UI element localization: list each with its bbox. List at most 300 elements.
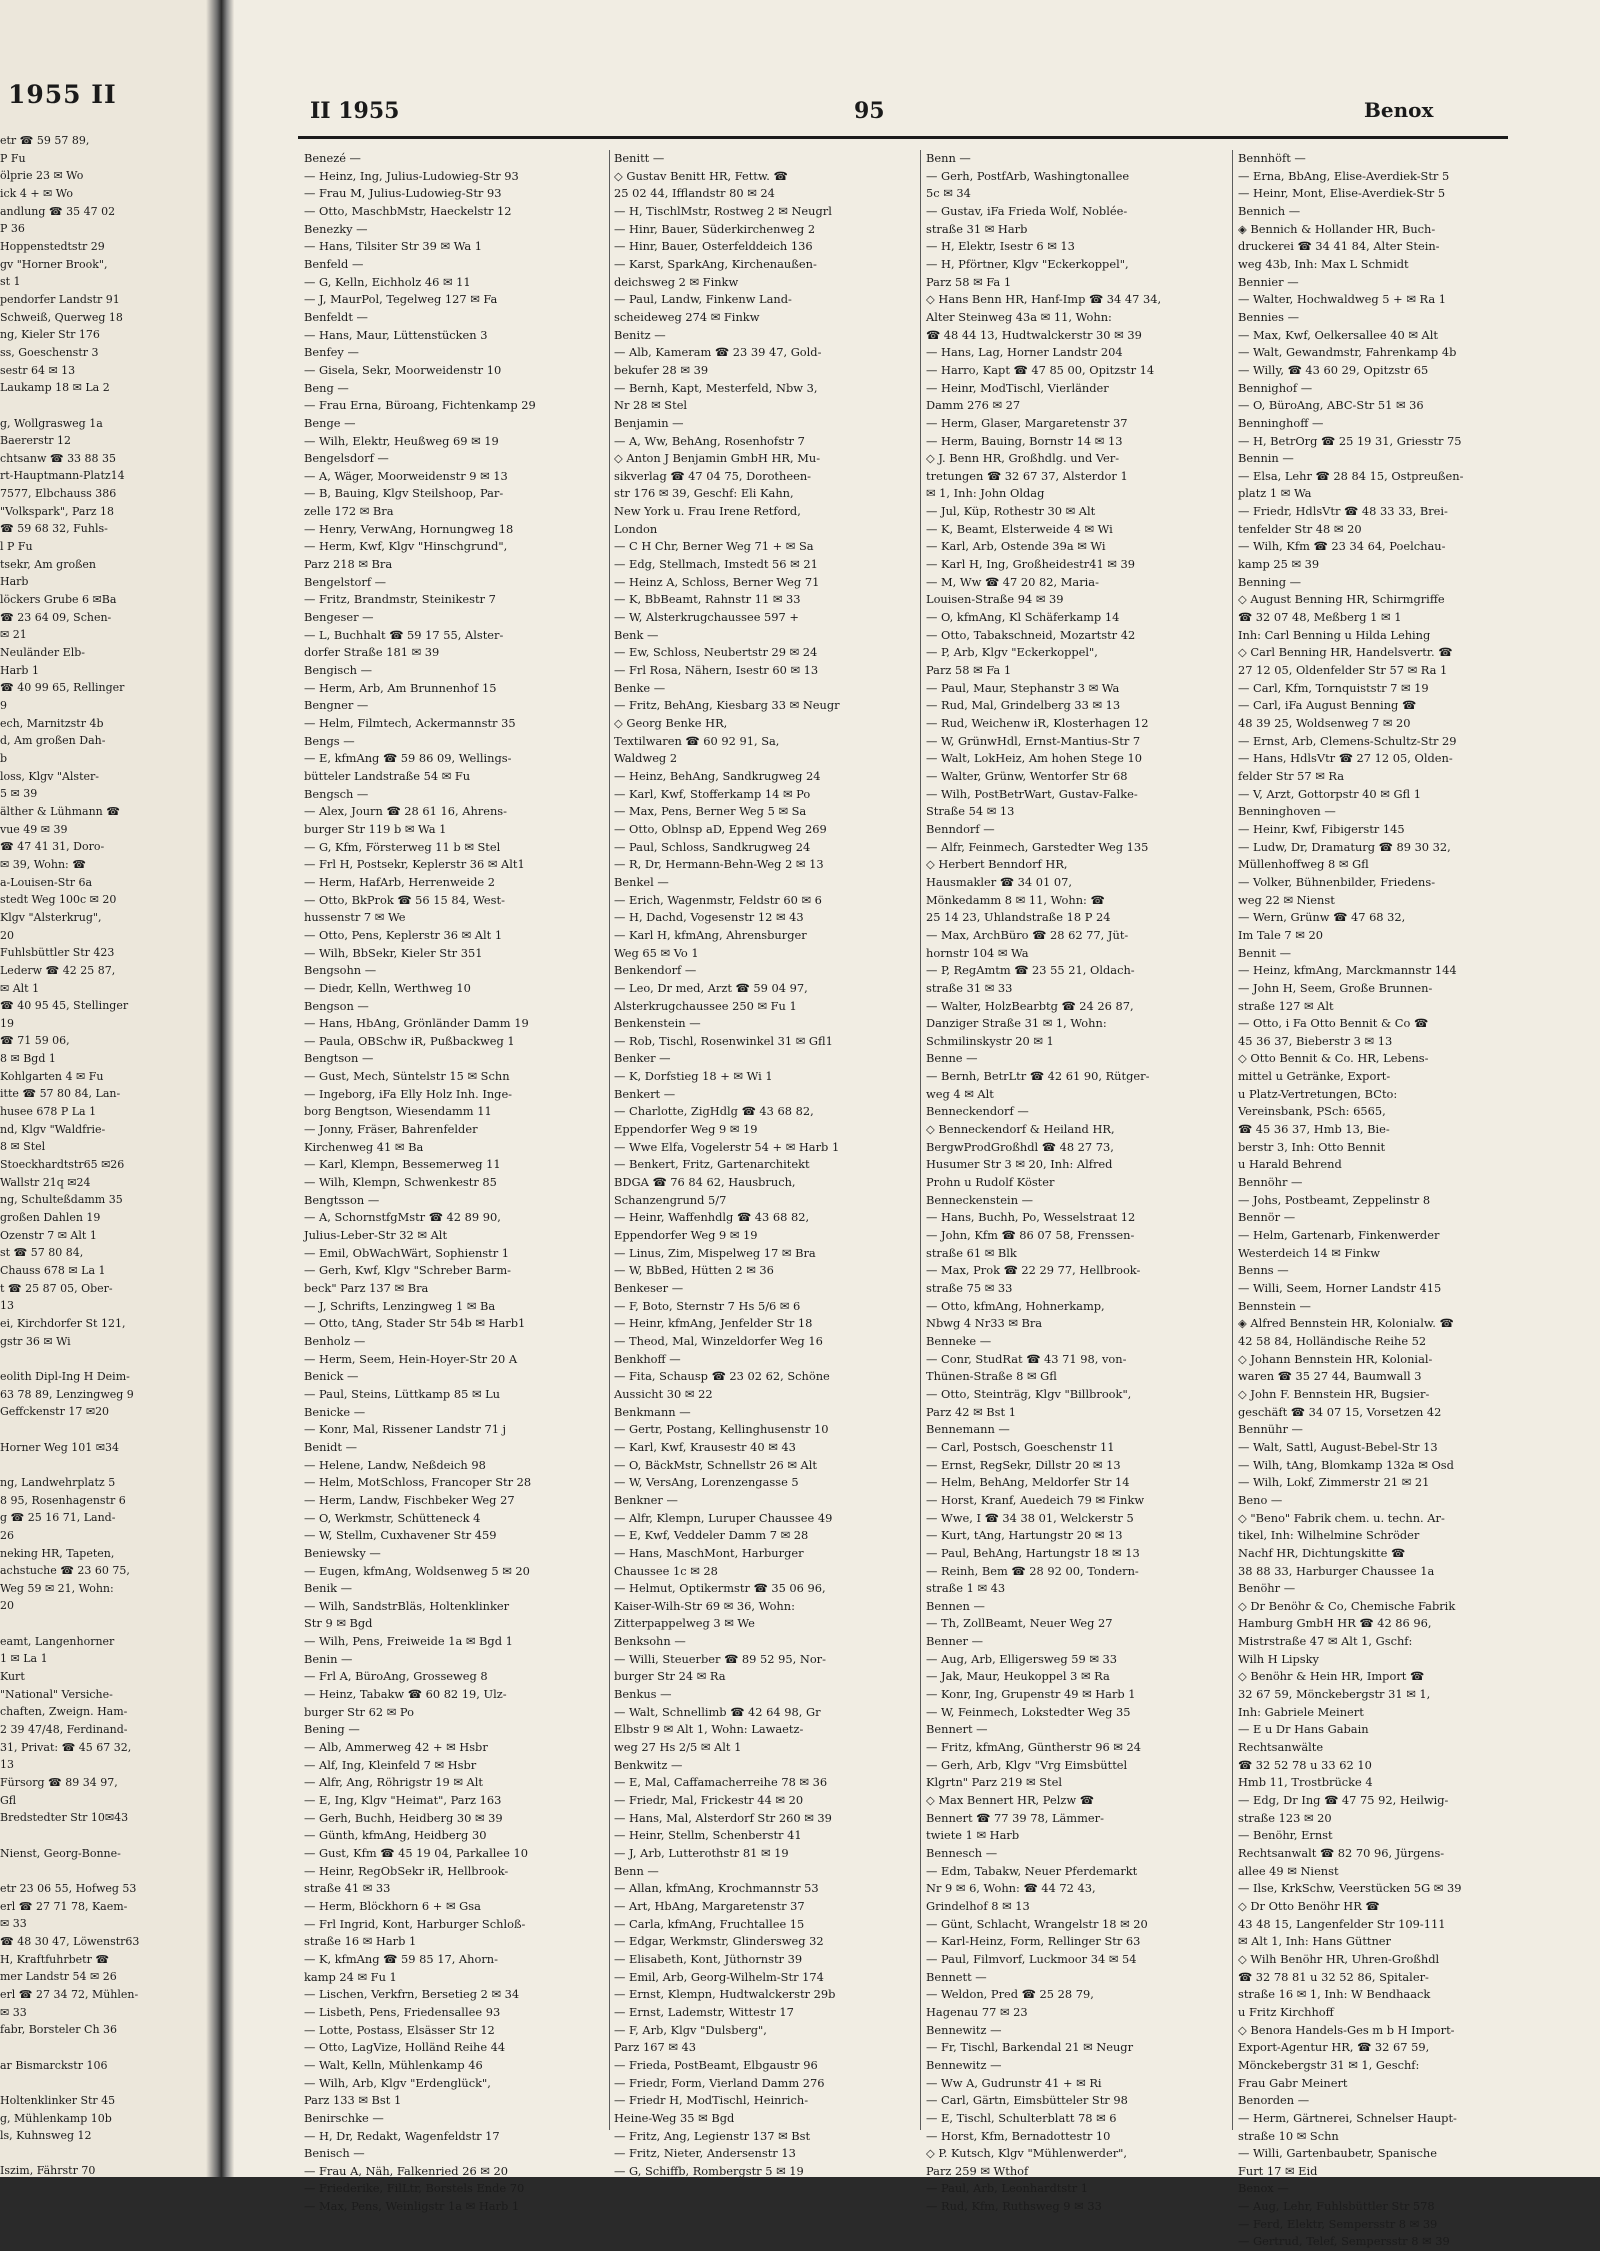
directory-column-3 [926, 150, 1226, 2216]
directory-entry-line: 42 58 84, Holländische Reihe 52 [1238, 1333, 1427, 1348]
directory-entry-line: Fuhlsbüttler Str 423 [0, 946, 115, 960]
directory-entry-line: — Wilh, Klempn, Schwenkestr 85 [304, 1175, 497, 1190]
directory-entry-line: — Kurt, tAng, Hartungstr 20 ✉ 13 [926, 1528, 1123, 1543]
directory-entry-line: — M, Ww ☎ 47 20 82, Maria- [926, 574, 1099, 589]
directory-entry-line: Benn — [926, 151, 971, 165]
directory-entry-line: 13 [0, 1758, 14, 1772]
directory-entry-line: Horner Weg 101 ✉34 [0, 1440, 119, 1454]
directory-entry-line: — Herm, Seem, Hein-Hoyer-Str 20 A [304, 1351, 518, 1366]
directory-entry-line: — Volker, Bühnenbilder, Friedens- [1238, 874, 1436, 889]
directory-entry-line: ◇ Herbert Benndorf HR, [926, 857, 1068, 872]
directory-entry-line: — Hans, Buchh, Po, Wesselstraat 12 [926, 1210, 1136, 1225]
directory-entry-line: bütteler Landstraße 54 ✉ Fu [304, 768, 471, 783]
directory-entry-line: — Th, ZollBeamt, Neuer Weg 27 [926, 1616, 1113, 1631]
directory-entry-line: — Hans, HbAng, Grönländer Damm 19 [304, 1016, 529, 1031]
directory-entry-line: — O, Werkmstr, Schütteneck 4 [304, 1510, 481, 1525]
directory-entry-line: ◇ Carl Benning HR, Handelsvertr. ☎ [1238, 645, 1453, 660]
directory-entry-line: — Hans, HdlsVtr ☎ 27 12 05, Olden- [1238, 751, 1453, 766]
directory-entry-line: — Wilh, SandstrBläs, Holtenklinker [304, 1598, 510, 1613]
directory-entry-line: Textilwaren ☎ 60 92 91, Sa, [614, 733, 780, 748]
directory-entry-line: Benkert — [614, 1086, 676, 1101]
directory-entry-line: straße 31 ✉ 33 [926, 980, 1013, 995]
directory-entry-line: — J, Schrifts, Lenzingweg 1 ✉ Ba [304, 1298, 496, 1313]
directory-entry-line: — Heinz, Ing, Julius-Ludowieg-Str 93 [304, 168, 519, 183]
directory-entry-line: Benkhoff — [614, 1351, 681, 1366]
directory-entry-line: Nbwg 4 Nr33 ✉ Bra [926, 1316, 1043, 1331]
directory-entry-line: ◇ Benöhr & Hein HR, Import ☎ [1238, 1669, 1425, 1684]
directory-entry-line: Klgv "Alsterkrug", [0, 910, 102, 924]
directory-entry-line: Bengson — [304, 998, 369, 1013]
directory-entry-line: — Frl Rosa, Nähern, Isestr 60 ✉ 13 [614, 663, 819, 678]
directory-entry-line: Heine-Weg 35 ✉ Bgd [614, 2110, 735, 2125]
directory-entry-line: ✉ 39, Wohn: ☎ [0, 857, 86, 871]
directory-entry-line: druckerei ☎ 34 41 84, Alter Stein- [1238, 239, 1440, 254]
directory-entry-line: 63 78 89, Lenzingweg 9 [0, 1387, 134, 1401]
directory-entry-line: — Lischen, Verkfrn, Bersetieg 2 ✉ 34 [304, 1987, 520, 2002]
directory-entry-line: — Konr, Ing, Grupenstr 49 ✉ Harb 1 [926, 1687, 1136, 1702]
directory-entry-line: Benge — [304, 415, 356, 430]
left-page-column [0, 132, 200, 2180]
directory-entry-line: — Jonny, Fräser, Bahrenfelder [304, 1122, 478, 1137]
directory-entry-line: berstr 3, Inh: Otto Bennit [1238, 1139, 1386, 1154]
directory-entry-line: Gfl [0, 1793, 17, 1807]
directory-entry-line: gstr 36 ✉ Wi [0, 1334, 71, 1348]
directory-entry-line: Parz 167 ✉ 43 [614, 2040, 697, 2055]
header-rule [298, 136, 1508, 139]
directory-entry-line: — Ernst, RegSekr, Dillstr 20 ✉ 13 [926, 1457, 1121, 1472]
directory-entry-line: ar Bismarckstr 106 [0, 2058, 108, 2072]
directory-entry-line: — Wilh, Kfm ☎ 23 34 64, Poelchau- [1238, 539, 1446, 554]
directory-entry-line: Bengner — [304, 698, 369, 713]
directory-entry-line: — Hans, Lag, Horner Landstr 204 [926, 345, 1123, 360]
directory-entry-line: — Friedr H, ModTischl, Heinrich- [614, 2093, 809, 2108]
directory-entry-line: hussenstr 7 ✉ We [304, 910, 406, 925]
directory-entry-line: Benke — [614, 680, 666, 695]
directory-entry-line: — Heinr, Kwf, Fibigerstr 145 [1238, 821, 1405, 836]
directory-entry-line: — Paul, BehAng, Hartungstr 18 ✉ 13 [926, 1545, 1140, 1560]
directory-entry-line: — Helm, Gartenarb, Finkenwerder [1238, 1228, 1440, 1243]
directory-entry-line: 25 02 44, Ifflandstr 80 ✉ 24 [614, 186, 775, 201]
directory-entry-line: — Emil, Arb, Georg-Wilhelm-Str 174 [614, 1969, 824, 1984]
directory-entry-line: Hmb 11, Trostbrücke 4 [1238, 1775, 1373, 1790]
directory-entry-line: kamp 24 ✉ Fu 1 [304, 1969, 397, 1984]
directory-entry-line: 38 88 33, Harburger Chaussee 1a [1238, 1563, 1435, 1578]
directory-entry-line [0, 1862, 200, 1880]
directory-entry-line: Alter Steinweg 43a ✉ 11, Wohn: [926, 309, 1112, 324]
directory-entry-line: — Conr, StudRat ☎ 43 71 98, von- [926, 1351, 1127, 1366]
directory-entry-line: Benner — [926, 1634, 983, 1649]
directory-entry-line: — Max, Prok ☎ 22 29 77, Hellbrook- [926, 1263, 1141, 1278]
directory-entry-line: Bennöhr — [1238, 1175, 1303, 1190]
directory-entry-line: Benning — [1238, 574, 1302, 589]
directory-entry-line: fabr, Borsteler Ch 36 [0, 2023, 118, 2037]
directory-entry-line: b [0, 751, 8, 765]
directory-entry-line: Parz 133 ✉ Bst 1 [304, 2093, 402, 2108]
directory-entry-line: ☎ 40 99 65, Rellinger [0, 681, 125, 695]
directory-entry-line: — Willi, Steuerber ☎ 89 52 95, Nor- [614, 1651, 826, 1666]
directory-entry-line: — Fritz, BehAng, Kiesbarg 33 ✉ Neugr [614, 698, 840, 713]
directory-entry-line: — Gertrud, Telef, Sempersstr 8 ✉ 39 [1238, 2234, 1450, 2249]
directory-entry-line: — R, Dr, Hermann-Behn-Weg 2 ✉ 13 [614, 857, 824, 872]
directory-entry-line: — Alfr, Klempn, Luruper Chaussee 49 [614, 1510, 833, 1525]
directory-entry-line: Kirchenweg 41 ✉ Ba [304, 1139, 424, 1154]
directory-entry-line: 45 36 37, Bieberstr 3 ✉ 13 [1238, 1033, 1393, 1048]
directory-entry-line: nd, Klgv "Waldfrie- [0, 1122, 106, 1136]
directory-entry-line: — H, Elektr, Isestr 6 ✉ 13 [926, 239, 1075, 254]
directory-entry-line: — Max, ArchBüro ☎ 28 62 77, Jüt- [926, 927, 1129, 942]
directory-entry-line: — Horst, Kranf, Auedeich 79 ✉ Finkw [926, 1492, 1145, 1507]
directory-entry-line: — B, Bauing, Klgv Steilshoop, Par- [304, 486, 504, 501]
directory-entry-line: ls, Kuhnsweg 12 [0, 2129, 92, 2143]
directory-entry-line: straße 61 ✉ Blk [926, 1245, 1017, 1260]
directory-column-1 [304, 150, 604, 2216]
directory-entry-line: Stoeckhardtstr65 ✉26 [0, 1158, 125, 1172]
directory-entry-line: — Ludw, Dr, Dramaturg ☎ 89 30 32, [1238, 839, 1451, 854]
directory-entry-line: Benneckenstein — [926, 1192, 1034, 1207]
directory-entry-line: Schmilinskystr 20 ✉ 1 [926, 1033, 1054, 1048]
directory-entry-line: Bennies — [1238, 309, 1300, 324]
directory-entry-line: — Karl, Kwf, Krausestr 40 ✉ 43 [614, 1439, 796, 1454]
directory-entry-line: u Platz-Vertretungen, BCto: [1238, 1086, 1398, 1101]
directory-entry-line: Louisen-Straße 94 ✉ 39 [926, 592, 1064, 607]
directory-entry-line: — W, BbBed, Hütten 2 ✉ 36 [614, 1263, 774, 1278]
directory-entry-line: Bengtsson — [304, 1192, 380, 1207]
directory-entry-line: ☎ 40 95 45, Stellinger [0, 999, 129, 1013]
directory-entry-line: — Friedr, HdlsVtr ☎ 48 33 33, Brei- [1238, 504, 1448, 519]
directory-entry-line: Benöhr — [1238, 1581, 1296, 1596]
directory-entry-line: — H, Pförtner, Klgv "Eckerkoppel", [926, 256, 1129, 271]
directory-entry-line: beck" Parz 137 ✉ Bra [304, 1281, 429, 1295]
directory-entry-line: Benksohn — [614, 1634, 686, 1649]
directory-entry-line: 31, Privat: ☎ 45 67 32, [0, 1740, 132, 1754]
directory-entry-line: Husumer Str 3 ✉ 20, Inh: Alfred [926, 1157, 1113, 1172]
directory-entry-line: älther & Lühmann ☎ [0, 804, 120, 818]
directory-entry-line: ei, Kirchdorfer St 121, [0, 1316, 126, 1330]
directory-entry-line: Benneckendorf — [926, 1104, 1029, 1119]
directory-entry-line: twiete 1 ✉ Harb [926, 1828, 1020, 1843]
directory-entry-line: weg 22 ✉ Nienst [1238, 892, 1335, 907]
directory-entry-line: Eppendorfer Weg 9 ✉ 19 [614, 1228, 758, 1243]
directory-entry-line: dorfer Straße 181 ✉ 39 [304, 645, 440, 660]
directory-entry-line: 48 39 25, Woldsenweg 7 ✉ 20 [1238, 716, 1411, 730]
directory-entry-line: — W, Feinmech, Lokstedter Weg 35 [926, 1704, 1131, 1719]
directory-entry-line: Bennör — [1238, 1210, 1296, 1225]
directory-entry-line: ✉ 1, Inh: John Oldag [926, 486, 1045, 501]
directory-entry-line: — Heinr, kfmAng, Jenfelder Str 18 [614, 1316, 813, 1331]
directory-entry-line: 27 12 05, Oldenfelder Str 57 ✉ Ra 1 [1238, 663, 1448, 678]
directory-entry-line: Parz 42 ✉ Bst 1 [926, 1404, 1016, 1419]
directory-entry-line [0, 2145, 200, 2163]
directory-entry-line: — Walter, Grünw, Wentorfer Str 68 [926, 768, 1128, 783]
directory-entry-line: — A, SchornstfgMstr ☎ 42 89 90, [304, 1210, 501, 1225]
directory-entry-line: — O, BäckMstr, Schnellstr 26 ✉ Alt [614, 1457, 817, 1472]
directory-entry-line: ◇ Hans Benn HR, Hanf-Imp ☎ 34 47 34, [926, 292, 1162, 307]
directory-entry-line: — Aug, Lehr, Fuhlsbüttler Str 578 [1238, 2199, 1435, 2214]
directory-entry-line: — Walter, HolzBearbtg ☎ 24 26 87, [926, 998, 1134, 1013]
directory-entry-line: — Walt, Gewandmstr, Fahrenkamp 4b [1238, 345, 1457, 360]
directory-entry-line: — H, BetrOrg ☎ 25 19 31, Griesstr 75 [1238, 433, 1462, 448]
directory-entry-line: Wallstr 21q ✉24 [0, 1175, 91, 1189]
directory-entry-line: 2 39 47/48, Ferdinand- [0, 1723, 128, 1737]
directory-entry-line: — Carla, kfmAng, Fruchtallee 15 [614, 1916, 805, 1931]
directory-entry-line: Frau Gabr Meinert [1238, 2075, 1348, 2090]
directory-entry-line: BDGA ☎ 76 84 62, Hausbruch, [614, 1175, 796, 1190]
directory-entry-line: 8 ✉ Bgd 1 [0, 1052, 56, 1066]
directory-entry-line: 32 67 59, Mönckebergstr 31 ✉ 1, [1238, 1687, 1431, 1702]
directory-entry-line: — K, Dorfstieg 18 + ✉ Wi 1 [614, 1069, 773, 1084]
directory-entry-line: Benker — [614, 1051, 671, 1066]
directory-entry-line: straße 127 ✉ Alt [1238, 998, 1334, 1013]
directory-entry-line: straße 16 ✉ 1, Inh: W Bendhaack [1238, 1987, 1431, 2002]
directory-entry-line: — Walt, Kelln, Mühlenkamp 46 [304, 2057, 483, 2072]
directory-entry-line: — W, Alsterkrugchaussee 597 + [614, 610, 799, 625]
directory-entry-line: Kaiser-Wilh-Str 69 ✉ 36, Wohn: [614, 1598, 795, 1613]
directory-entry-line: 9 [0, 699, 7, 712]
directory-entry-line [0, 1827, 200, 1845]
directory-entry-line: — Heinr, Mont, Elise-Averdiek-Str 5 [1238, 186, 1446, 201]
directory-entry-line: st ☎ 57 80 84, [0, 1246, 84, 1260]
directory-entry-line: — Herm, Arb, Am Brunnenhof 15 [304, 680, 497, 695]
directory-entry-line: — Wern, Grünw ☎ 47 68 32, [1238, 910, 1406, 925]
directory-entry-line: Benneke — [926, 1333, 992, 1348]
directory-entry-line: ◇ August Benning HR, Schirmgriffe [1238, 592, 1445, 607]
directory-entry-line: Benndorf — [926, 821, 995, 836]
directory-entry-line: — Walter, Hochwaldweg 5 + ✉ Ra 1 [1238, 292, 1446, 307]
directory-entry-line: Parz 259 ✉ Wthof [926, 2163, 1029, 2178]
directory-entry-line: — Fr, Tischl, Barkendal 21 ✉ Neugr [926, 2040, 1134, 2055]
directory-entry-line: Bennighof — [1238, 380, 1313, 395]
directory-entry-line: borg Bengtson, Wiesendamm 11 [304, 1104, 492, 1119]
directory-entry-line: — Willi, Gartenbaubetr, Spanische [1238, 2146, 1437, 2161]
directory-entry-line: Benick — [304, 1369, 359, 1384]
directory-entry-line: — Rud, Kfm, Ruthsweg 9 ✉ 33 [926, 2199, 1102, 2214]
directory-entry-line: — Hans, Mal, Alsterdorf Str 260 ✉ 39 [614, 1810, 832, 1825]
directory-entry-line: felder Str 57 ✉ Ra [1238, 768, 1345, 783]
directory-entry-line: Alsterkrugchaussee 250 ✉ Fu 1 [614, 998, 797, 1013]
directory-entry-line: straße 41 ✉ 33 [304, 1881, 391, 1896]
directory-entry-line: — Otto, Pens, Keplerstr 36 ✉ Alt 1 [304, 927, 503, 942]
directory-entry-line: — Heinz, kfmAng, Marckmannstr 144 [1238, 963, 1457, 978]
directory-entry-line: — P, RegAmtm ☎ 23 55 21, Oldach- [926, 963, 1135, 978]
directory-entry-line: — K, BbBeamt, Rahnstr 11 ✉ 33 [614, 592, 801, 607]
directory-entry-line: ☎ 47 41 31, Doro- [0, 840, 105, 854]
directory-column-2 [614, 150, 914, 2180]
directory-entry-line: — Heinz A, Schloss, Berner Weg 71 [614, 574, 820, 589]
directory-entry-line: — Herm, Glaser, Margaretenstr 37 [926, 415, 1128, 430]
directory-entry-line: Geffckenstr 17 ✉20 [0, 1405, 110, 1419]
directory-entry-line: 8 95, Rosenhagenstr 6 [0, 1493, 126, 1507]
directory-entry-line: Laukamp 18 ✉ La 2 [0, 381, 110, 395]
directory-entry-line: — Karl H, Ing, Großheidestr41 ✉ 39 [926, 557, 1135, 572]
directory-entry-line: Benholz — [304, 1333, 366, 1348]
directory-entry-line: mer Landstr 54 ✉ 26 [0, 1970, 117, 1984]
directory-entry-line: — Benkert, Fritz, Gartenarchitekt [614, 1157, 810, 1172]
directory-entry-line: — Paul, Schloss, Sandkrugweg 24 [614, 839, 811, 854]
directory-entry-line: — Linus, Zim, Mispelweg 17 ✉ Bra [614, 1245, 816, 1260]
directory-entry-line: Schweiß, Querweg 18 [0, 310, 123, 324]
directory-entry-line: — Horst, Kfm, Bernadottestr 10 [926, 2128, 1111, 2143]
directory-entry-line: — Frau A, Näh, Falkenried 26 ✉ 20 [304, 2163, 508, 2178]
directory-entry-line: Zitterpappelweg 3 ✉ We [614, 1616, 755, 1631]
directory-entry-line: — Rud, Mal, Grindelberg 33 ✉ 13 [926, 698, 1121, 713]
directory-entry-line: ◇ John F. Bennstein HR, Bugsier- [1238, 1386, 1430, 1401]
directory-entry-line: str 176 ✉ 39, Geschf: Eli Kahn, [614, 486, 794, 501]
directory-entry-line: — Ernst, Klempn, Hudtwalckerstr 29b [614, 1987, 836, 2002]
directory-entry-line: erl ☎ 27 71 78, Kaem- [0, 1899, 128, 1913]
directory-entry-line: — O, BüroAng, ABC-Str 51 ✉ 36 [1238, 398, 1424, 413]
directory-entry-line: — Konr, Mal, Rissener Landstr 71 j [304, 1422, 507, 1437]
directory-entry-line: g ☎ 25 16 71, Land- [0, 1511, 116, 1525]
directory-entry-line: ◇ "Beno" Fabrik chem. u. techn. Ar- [1238, 1510, 1445, 1525]
directory-entry-line: Benninghoff — [1238, 415, 1324, 430]
directory-entry-line: Bengelstorf — [304, 574, 387, 589]
directory-entry-line: — Max, Pens, Berner Weg 5 ✉ Sa [614, 804, 807, 819]
directory-entry-line: — Otto, Tabakschneid, Mozartstr 42 [926, 627, 1136, 642]
directory-entry-line: chaften, Zweign. Ham- [0, 1705, 128, 1719]
directory-entry-line: ✉ 21 [0, 628, 27, 642]
directory-entry-line: — Heinr, RegObSekr iR, Hellbrook- [304, 1863, 509, 1878]
directory-entry-line: — E, Ing, Klgv "Heimat", Parz 163 [304, 1793, 502, 1808]
directory-entry-line: "National" Versiche- [0, 1687, 113, 1701]
directory-entry-line: — Jak, Maur, Heukoppel 3 ✉ Ra [926, 1669, 1110, 1684]
directory-entry-line: — Frau M, Julius-Ludowieg-Str 93 [304, 186, 502, 201]
directory-entry-line: — Leo, Dr med, Arzt ☎ 59 04 97, [614, 980, 808, 995]
directory-entry-line: Julius-Leber-Str 32 ✉ Alt [304, 1228, 448, 1243]
directory-entry-line: ◇ Johann Bennstein HR, Kolonial- [1238, 1351, 1433, 1366]
directory-entry-line: Benirschke — [304, 2110, 384, 2125]
directory-entry-line: Benne — [926, 1051, 978, 1066]
directory-entry-line: eolith Dipl-Ing H Deim- [0, 1369, 130, 1383]
directory-entry-line: Inh: Carl Benning u Hilda Lehing [1238, 627, 1431, 642]
directory-entry-line: g, Mühlenkamp 10b [0, 2111, 112, 2125]
directory-entry-line: — Heinr, ModTischl, Vierländer [926, 380, 1109, 395]
directory-entry-line: — Hinr, Bauer, Süderkirchenweg 2 [614, 221, 816, 236]
directory-entry-line: — Heinr, Waffenhdlg ☎ 43 68 82, [614, 1210, 810, 1225]
directory-entry-line: — Edg, Dr Ing ☎ 47 75 92, Heilwig- [1238, 1793, 1449, 1808]
directory-entry-line: — Johs, Postbeamt, Zeppelinstr 8 [1238, 1192, 1431, 1207]
directory-entry-line: — E, Mal, Caffamacherreihe 78 ✉ 36 [614, 1775, 828, 1790]
directory-entry-line: ◇ Dr Otto Benöhr HR ☎ [1238, 1898, 1380, 1913]
directory-entry-line: Neuländer Elb- [0, 646, 85, 660]
directory-entry-line: Im Tale 7 ✉ 20 [1238, 927, 1323, 942]
directory-entry-line: Benkus — [614, 1687, 672, 1702]
directory-entry-line: — Karl H, kfmAng, Ahrensburger [614, 927, 807, 942]
directory-entry-line: — Carl, Gärtn, Eimsbütteler Str 98 [926, 2093, 1128, 2108]
directory-entry-line: straße 10 ✉ Schn [1238, 2128, 1339, 2143]
directory-entry-line: P Fu [0, 151, 26, 165]
directory-entry-line: Benik — [304, 1581, 353, 1596]
directory-entry-line: Benkner — [614, 1492, 678, 1507]
directory-entry-line: Straße 54 ✉ 13 [926, 804, 1015, 819]
directory-entry-line: Benezé — [304, 151, 361, 165]
directory-entry-line: 20 [0, 1599, 14, 1613]
directory-entry-line: — Heinz, Tabakw ☎ 60 82 19, Ulz- [304, 1687, 507, 1702]
directory-entry-line: — Charlotte, ZigHdlg ☎ 43 68 82, [614, 1104, 814, 1119]
directory-entry-line: ◇ J. Benn HR, Großhdlg. und Ver- [926, 451, 1120, 466]
directory-entry-line: Rechtsanwalt ☎ 82 70 96, Jürgens- [1238, 1846, 1445, 1860]
directory-entry-line: — E, Tischl, Schulterblatt 78 ✉ 6 [926, 2110, 1117, 2125]
directory-entry-line: geschäft ☎ 34 07 15, Vorsetzen 42 [1238, 1404, 1442, 1419]
directory-entry-line: — E, kfmAng ☎ 59 86 09, Wellings- [304, 751, 512, 766]
directory-entry-line: — Diedr, Kelln, Werthweg 10 [304, 980, 471, 995]
directory-entry-line: Bennesch — [926, 1846, 998, 1860]
directory-entry-line: Bengs — [304, 733, 355, 748]
directory-entry-line: Holtenklinker Str 45 [0, 2093, 116, 2107]
directory-entry-line: scheideweg 274 ✉ Finkw [614, 309, 760, 324]
directory-entry-line: — Helm, BehAng, Meldorfer Str 14 [926, 1475, 1130, 1490]
directory-entry-line: Aussicht 30 ✉ 22 [614, 1386, 713, 1401]
directory-entry-line: BergwProdGroßhdl ☎ 48 27 73, [926, 1139, 1114, 1154]
directory-entry-line: — Alb, Ammerweg 42 + ✉ Hsbr [304, 1740, 488, 1755]
directory-entry-line: — Gustav, iFa Frieda Wolf, Noblée- [926, 203, 1128, 218]
directory-entry-line: Nr 28 ✉ Stel [614, 398, 688, 413]
directory-entry-line: — Harro, Kapt ☎ 47 85 00, Opitzstr 14 [926, 362, 1155, 377]
directory-entry-line: weg 27 Hs 2/5 ✉ Alt 1 [614, 1740, 742, 1755]
directory-entry-line: ◇ Max Bennert HR, Pelzw ☎ [926, 1793, 1094, 1808]
directory-entry-line: — Otto, kfmAng, Hohnerkamp, [926, 1298, 1105, 1313]
directory-entry-line: H, Kraftfuhrbetr ☎ [0, 1952, 110, 1966]
directory-entry-line: Damm 276 ✉ 27 [926, 398, 1021, 413]
directory-entry-line: Lederw ☎ 42 25 87, [0, 963, 116, 977]
directory-entry-line: — Helene, Landw, Neßdeich 98 [304, 1457, 486, 1472]
directory-entry-line: — Karl, Klempn, Bessemerweg 11 [304, 1157, 501, 1172]
directory-entry-line: — Wilh, Lokf, Zimmerstr 21 ✉ 21 [1238, 1475, 1430, 1490]
directory-entry-line: Elbstr 9 ✉ Alt 1, Wohn: Lawaetz- [614, 1722, 804, 1737]
directory-entry-line: Benorden — [1238, 2093, 1310, 2108]
directory-entry-line: — Wwe Elfa, Vogelerstr 54 + ✉ Harb 1 [614, 1139, 840, 1154]
directory-entry-line: — Eugen, kfmAng, Woldsenweg 5 ✉ 20 [304, 1563, 530, 1578]
directory-entry-line: Benitt — [614, 151, 665, 165]
directory-entry-line: — Reinh, Bem ☎ 28 92 00, Tondern- [926, 1563, 1139, 1578]
directory-entry-line: New York u. Frau Irene Retford, [614, 504, 801, 519]
directory-entry-line: Benkeser — [614, 1281, 684, 1295]
directory-entry-line: Bengtson — [304, 1051, 374, 1066]
directory-entry-line: — Frl A, BüroAng, Grosseweg 8 [304, 1669, 488, 1684]
directory-entry-line: Inh: Gabriele Meinert [1238, 1704, 1364, 1719]
directory-entry-line: — V, Arzt, Gottorpstr 40 ✉ Gfl 1 [1238, 786, 1422, 801]
left-page-fragment [0, 0, 206, 2177]
directory-entry-line: "Volkspark", Parz 18 [0, 504, 115, 518]
directory-entry-line: — J, Arb, Lutterothstr 81 ✉ 19 [614, 1846, 789, 1860]
directory-entry-line: ◇ P. Kutsch, Klgv "Mühlenwerder", [926, 2146, 1128, 2161]
directory-entry-line: — Walt, Sattl, August-Bebel-Str 13 [1238, 1439, 1438, 1454]
directory-entry-line: loss, Klgv "Alster- [0, 769, 99, 783]
directory-entry-line [0, 2039, 200, 2057]
directory-entry-line: 5 ✉ 39 [0, 787, 38, 801]
directory-entry-line: ☎ 71 59 06, [0, 1034, 70, 1048]
directory-entry-line: — Ingeborg, iFa Elly Holz Inh. Inge- [304, 1086, 513, 1101]
directory-entry-line: Wilh H Lipsky [1238, 1651, 1319, 1666]
directory-entry-line: — Jul, Küp, Rothestr 30 ✉ Alt [926, 504, 1096, 519]
directory-entry-line: Parz 218 ✉ Bra [304, 557, 393, 572]
directory-entry-line: ◇ Dr Benöhr & Co, Chemische Fabrik [1238, 1598, 1456, 1613]
directory-entry-line: London [614, 521, 658, 536]
directory-entry-line: — Carl, iFa August Benning ☎ [1238, 698, 1417, 713]
directory-entry-line: erl ☎ 27 34 72, Mühlen- [0, 1987, 139, 2001]
directory-entry-line: ech, Marnitzstr 4b [0, 716, 104, 730]
directory-entry-line: Harb [0, 575, 29, 589]
directory-entry-line: tretungen ☎ 32 67 37, Alsterdor 1 [926, 468, 1128, 483]
directory-entry-line: Grindelhof 8 ✉ 13 [926, 1898, 1030, 1913]
directory-entry-line: st 1 [0, 275, 21, 289]
directory-entry-line: — A, Ww, BehAng, Rosenhofstr 7 [614, 433, 805, 448]
directory-entry-line: Bengelsdorf — [304, 451, 389, 466]
directory-entry-line: Export-Agentur HR, ☎ 32 67 59, [1238, 2040, 1430, 2055]
directory-entry-line: — Lotte, Postass, Elsässer Str 12 [304, 2022, 495, 2037]
directory-entry-line: ☎ 59 68 32, Fuhls- [0, 522, 108, 536]
directory-entry-line: Chaussee 1c ✉ 28 [614, 1563, 718, 1578]
directory-entry-line: etr 23 06 55, Hofweg 53 [0, 1881, 137, 1895]
